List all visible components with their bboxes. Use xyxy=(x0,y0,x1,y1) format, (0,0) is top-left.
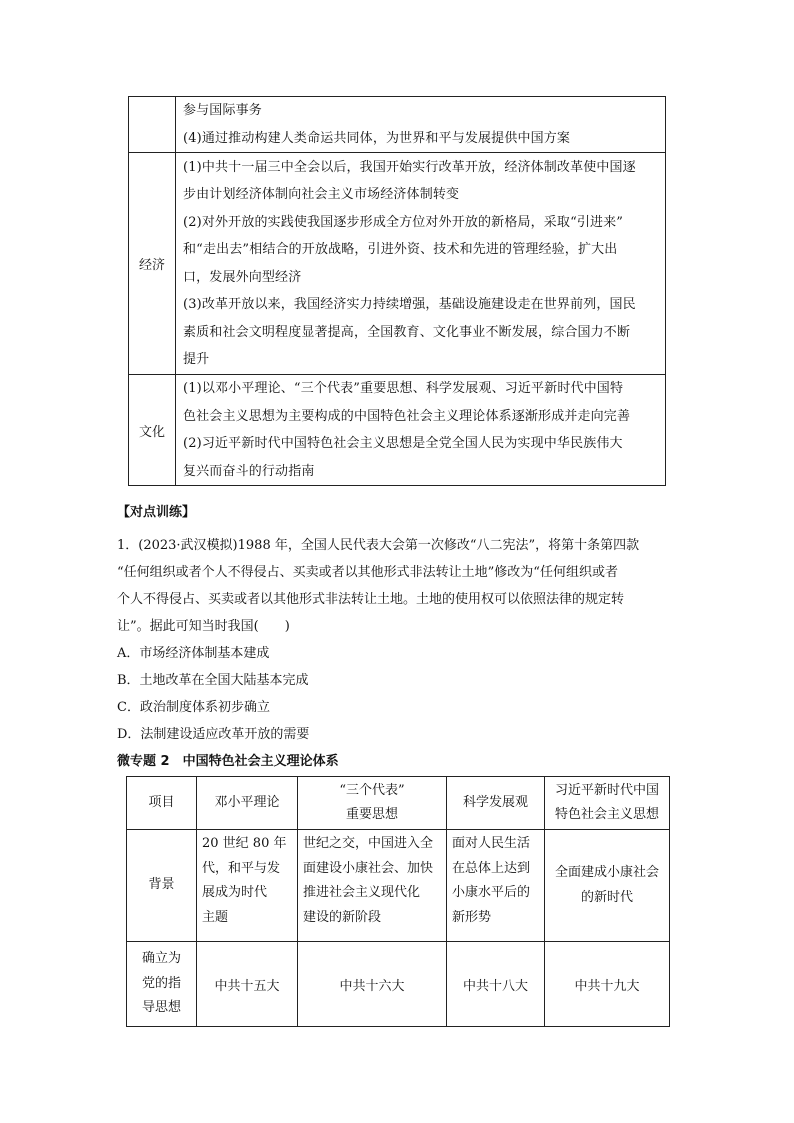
table-cell: 中共十六大 xyxy=(298,942,447,1027)
option-c: C．政治制度体系初步确立 xyxy=(117,700,270,715)
header-cell: 项目 xyxy=(127,777,197,830)
row-label: 背景 xyxy=(127,830,197,942)
table-row xyxy=(127,942,670,1027)
header-cell: “三个代表” 重要思想 xyxy=(298,777,447,830)
table-cell: 中共十五大 xyxy=(197,942,298,1027)
practice-heading: 【对点训练】 xyxy=(117,505,196,520)
text-line: 步由计划经济体制向社会主义市场经济体制转变 xyxy=(183,187,460,202)
table-cell: 世纪之交，中国进入全 面建设小康社会、加快 推进社会主义现代化 建设的新阶段 xyxy=(298,830,447,942)
table-cell: 中共十九大 xyxy=(545,942,670,1027)
header-row xyxy=(127,777,670,830)
text-line: 复兴而奋斗的行动指南 xyxy=(183,463,315,479)
option-b: B．土地改革在全国大陆基本完成 xyxy=(117,673,309,688)
table-cell: 面对人民生活 在总体上达到 小康水平后的 新形势 xyxy=(447,830,545,942)
header-cell: 邓小平理论 xyxy=(197,777,298,830)
text-line: (4)通过推动构建人类命运共同体，为世界和平与发展提供中国方案 xyxy=(183,130,571,146)
text-line: 素质和社会文明程度显著提高，全国教育、文化事业不断发展，综合国力不断 xyxy=(183,324,631,340)
row-label-economy: 经济 xyxy=(129,153,176,375)
table-row xyxy=(127,830,670,942)
theory-system-table xyxy=(126,776,670,1027)
text-line: 口，发展外向型经济 xyxy=(183,269,302,285)
topic-title: 微专题 2 中国特色社会主义理论体系 xyxy=(117,754,339,769)
text-line: (1)以邓小平理论、“三个代表”重要思想、科学发展观、习近平新时代中国特 xyxy=(183,381,624,396)
option-a: A．市场经济体制基本建成 xyxy=(117,646,270,661)
text-line: 提升 xyxy=(183,352,210,367)
text-line: (2)习近平新时代中国特色社会主义思想是全党全国人民为实现中华民族伟大 xyxy=(183,436,623,451)
table-cell: 全面建成小康社会 的新时代 xyxy=(545,830,670,942)
row-label-culture: 文化 xyxy=(129,375,176,486)
table-cell: 中共十八大 xyxy=(447,942,545,1027)
header-cell: 科学发展观 xyxy=(447,777,545,830)
question-line: 让”。据此可知当时我国( ) xyxy=(117,619,290,634)
row-content xyxy=(176,375,666,486)
text-line: (2)对外开放的实践使我国逐步形成全方位对外开放的新格局，采取“引进来” xyxy=(183,214,624,230)
table-cell: 20 世纪 80 年 代，和平与发 展成为时代 主题 xyxy=(197,830,298,942)
option-d: D．法制建设适应改革开放的需要 xyxy=(117,727,310,742)
text-line: (3)改革开放以来，我国经济实力持续增强，基础设施建设走在世界前列，国民 xyxy=(183,297,636,312)
text-line: 参与国际事务 xyxy=(183,103,262,118)
continuation-table xyxy=(128,96,666,486)
row-label xyxy=(129,97,176,153)
row-label: 确立为 党的指 导思想 xyxy=(127,942,197,1027)
question-line: 个人不得侵占、买卖或者以其他形式非法转让土地。土地的使用权可以依照法律的规定转 xyxy=(117,592,625,607)
text-line: 色社会主义思想为主要构成的中国特色社会主义理论体系逐渐形成并走向完善 xyxy=(183,408,631,424)
table-row xyxy=(129,153,666,375)
row-content xyxy=(176,153,666,375)
table-row xyxy=(129,375,666,486)
text-line: (1)中共十一届三中全会以后，我国开始实行改革开放，经济体制改革使中国逐 xyxy=(183,159,636,175)
header-cell: 习近平新时代中国 特色社会主义思想 xyxy=(545,777,670,830)
text-line: 和“走出去”相结合的开放战略，引进外资、技术和先进的管理经验，扩大出 xyxy=(183,242,618,257)
table-row xyxy=(129,97,666,153)
row-content xyxy=(176,97,666,153)
question-line: “任何组织或者个人不得侵占、买卖或者以其他形式非法转让土地”修改为“任何组织或者 xyxy=(117,565,618,580)
question-line: 1．(2023·武汉模拟)1988 年，全国人民代表大会第一次修改“八二宪法”，将第十条第四款 xyxy=(117,538,640,553)
